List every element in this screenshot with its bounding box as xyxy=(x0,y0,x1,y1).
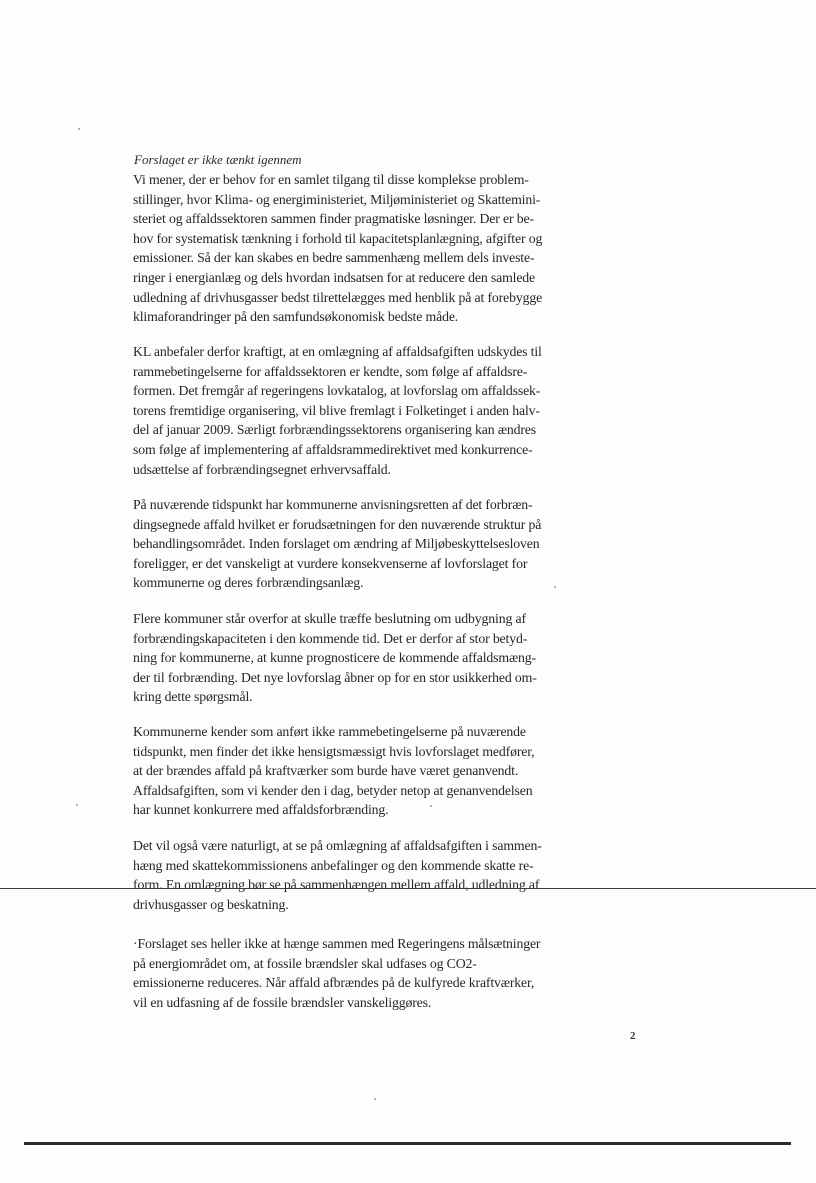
text-line: behandlingsområdet. Inden forslaget om ændring af Miljøbeskyttelsesloven xyxy=(133,536,540,552)
text-line: hov for systematisk tænkning i forhold til kapacitetsplanlægning, afgifter og xyxy=(133,230,543,246)
text-line: har kunnet konkurrere med affaldsforbrænding. xyxy=(133,802,389,818)
text-line: der til forbrænding. Det nye lovforslag åbner op for en stor usikkerhed om- xyxy=(133,669,537,685)
paragraph-6 xyxy=(133,836,542,914)
scan-speck xyxy=(430,805,432,807)
paragraph-7 xyxy=(133,934,540,1012)
text-line: Vi mener, der er behov for en samlet tilgang til disse komplekse problem- xyxy=(133,172,529,187)
scan-speck xyxy=(78,128,80,130)
text-line: som følge af implementering af affaldsrammedirektivet med konkurrence- xyxy=(133,441,533,457)
horizontal-rule xyxy=(0,888,816,889)
text-line: klimaforandringer på den samfundsøkonomisk bedste måde. xyxy=(133,309,459,325)
text-line: kommunerne og deres forbrændingsanlæg. xyxy=(133,575,364,591)
paragraph-5 xyxy=(133,722,534,820)
text-line: emissionerne reduceres. Når affald afbrændes på de kulfyrede kraftværker, xyxy=(133,975,535,991)
text-line: ringer i energianlæg og dels hvordan indsatsen for at reducere den samlede xyxy=(133,269,536,285)
text-line: torens fremtidige organisering, vil blive fremlagt i Folketinget i anden halv- xyxy=(133,402,540,418)
text-line: Affaldsafgiften, som vi kender den i dag, betyder netop at genanvendelsen xyxy=(133,782,533,798)
text-line: vil en udfasning af de fossile brændsler vanskeliggøres. xyxy=(133,994,432,1010)
text-line: ning for kommunerne, at kunne prognosticere de kommende affaldsmæng- xyxy=(133,650,536,666)
text-line: udsættelse af forbrændingsegnet erhvervsaffald. xyxy=(133,461,391,477)
text-line: del af januar 2009. Særligt forbrændingssektorens organisering kan ændres xyxy=(133,422,537,438)
text-line: foreligger, er det vanskeligt at vurdere konsekvenserne af lovforslaget for xyxy=(133,555,528,571)
text-line: hæng med skattekommissionens anbefalinger og den kommende skatte re- xyxy=(133,857,534,873)
text-line: Flere kommuner står overfor at skulle træffe beslutning om udbygning af xyxy=(133,611,526,626)
text-line: emissioner. Så der kan skabes en bedre sammenhæng mellem dels investe- xyxy=(133,250,535,266)
text-line: Kommunerne kender som anført ikke rammebetingelserne på nuværende xyxy=(133,724,526,739)
scan-speck xyxy=(76,804,78,806)
scan-speck xyxy=(374,1098,376,1100)
text-line: drivhusgasser og beskatning. xyxy=(133,896,289,912)
text-line: steriet og affaldssektoren sammen finder pragmatiske løsninger. Der er be- xyxy=(133,211,534,227)
text-line: KL anbefaler derfor kraftigt, at en omlægning af affaldsafgiften udskydes til xyxy=(133,344,542,359)
paragraph-4 xyxy=(133,609,537,707)
text-line: dingsegnede affald hvilket er forudsætningen for den nuværende struktur på xyxy=(133,516,542,532)
text-line: form. En omlægning bør se på sammenhængen mellem affald, udledning af xyxy=(133,877,540,893)
text-line: udledning af drivhusgasser bedst tilrettelægges med henblik på at forebygge xyxy=(133,289,543,305)
text-line: rammebetingelserne for affaldssektoren er kendte, som følge af affaldsre- xyxy=(133,363,528,379)
text-line: at der brændes affald på kraftværker som burde have været genanvendt. xyxy=(133,763,519,779)
text-line: stillinger, hvor Klima- og energiministeriet, Miljøministeriet og Skattemini- xyxy=(133,191,541,207)
paragraph-2 xyxy=(133,342,542,479)
text-line: ·Forslaget ses heller ikke at hænge sammen med Regeringens målsætninger xyxy=(133,936,541,951)
text-line: formen. Det fremgår af regeringens lovkatalog, at lovforslag om affaldssek- xyxy=(133,383,541,399)
page-number: 2 xyxy=(630,1030,636,1042)
text-line: tidspunkt, men finder det ikke hensigtsmæssigt hvis lovforslaget medfører, xyxy=(133,743,535,759)
text-line: kring dette spørgsmål. xyxy=(133,689,253,705)
text-line: På nuværende tidspunkt har kommunerne anvisningsretten af det forbræn- xyxy=(133,497,533,512)
text-line: forbrændingskapaciteten i den kommende tid. Det er derfor af stor betyd- xyxy=(133,630,528,646)
paragraph-3 xyxy=(133,495,541,593)
paragraph-1 xyxy=(133,170,542,327)
section-heading: Forslaget er ikke tænkt igennem xyxy=(134,152,302,167)
scan-speck xyxy=(554,586,556,588)
bottom-edge-rule xyxy=(24,1142,791,1145)
text-line: Det vil også være naturligt, at se på omlægning af affaldsafgiften i sammen- xyxy=(133,838,542,853)
text-line: på energiområdet om, at fossile brændsler skal udfases og CO2- xyxy=(133,955,477,971)
